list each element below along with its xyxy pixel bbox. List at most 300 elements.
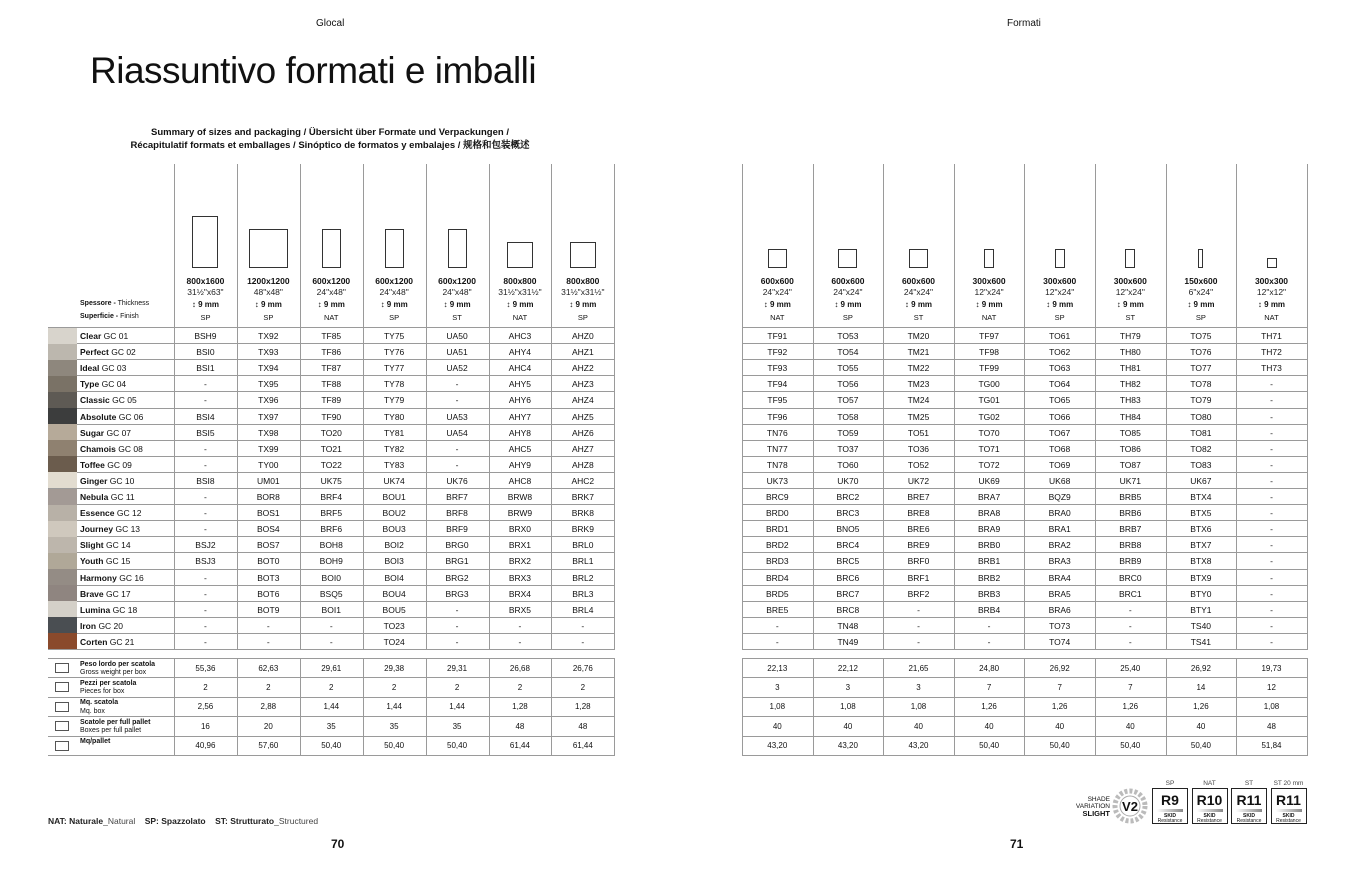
article-code: - [1128, 620, 1132, 631]
color-name-text: Ideal [80, 363, 100, 374]
packaging-value: 40 [984, 721, 994, 731]
resistance-label: Resistance [1276, 818, 1301, 824]
article-code: AHZ0 [571, 331, 594, 341]
article-code: TF90 [321, 411, 342, 422]
packaging-value: 26,92 [1190, 663, 1211, 673]
format-finish: SP [842, 313, 853, 322]
packaging-value: 1,26 [1122, 702, 1139, 712]
skid-resistance-badge [1271, 788, 1307, 824]
shade-variation-label: SHADE VARIATION SLIGHT [1075, 796, 1110, 818]
color-swatch [48, 408, 77, 424]
format-size: 600x600 [831, 276, 865, 286]
article-code: - [1128, 604, 1132, 615]
thickness-value: 9 mm [512, 300, 534, 309]
article-code: BRA7 [977, 492, 1001, 502]
packaging-label-main: Pezzi per scatola [80, 679, 137, 687]
article-code: BRB7 [1119, 524, 1142, 535]
article-code: - [204, 588, 207, 599]
article-code: BOH9 [319, 556, 343, 567]
article-code: TY81 [383, 427, 405, 438]
format-finish: ST [1125, 313, 1136, 322]
article-code: BRW9 [507, 508, 533, 519]
article-code: - [987, 620, 991, 631]
article-code: BRD3 [765, 556, 789, 567]
packaging-value: 48 [515, 721, 525, 731]
badge-finish-label: NAT [1203, 780, 1216, 787]
article-code: - [455, 604, 459, 615]
format-size: 300x300 [1254, 276, 1289, 286]
article-code: - [1270, 572, 1273, 583]
article-code: - [455, 379, 459, 390]
skid-resistance-badge [1231, 788, 1267, 824]
article-code: TH84 [1119, 411, 1141, 422]
article-code: - [1270, 492, 1273, 502]
article-code: BRX3 [508, 572, 532, 583]
packaging-value: 62,63 [258, 663, 279, 673]
article-code: TO57 [837, 395, 859, 406]
article-code: BTY1 [1190, 604, 1212, 615]
skid-label: SKID [1164, 813, 1176, 819]
article-code: TO68 [1049, 443, 1071, 454]
article-code: BRK8 [571, 508, 594, 519]
color-name-text: Nebula [80, 492, 109, 502]
pack-row-divider [48, 658, 614, 659]
article-code: BOI3 [384, 556, 404, 567]
color-name-text: Perfect [80, 347, 109, 358]
article-code: UK73 [766, 475, 788, 486]
format-finish: NAT [512, 313, 528, 322]
article-code: TX96 [258, 395, 279, 406]
article-code: BRA4 [1048, 572, 1071, 583]
color-swatch [48, 424, 77, 440]
thickness-value: 9 mm [261, 300, 282, 309]
packaging-value: 2 [580, 682, 586, 692]
article-code: - [204, 395, 207, 406]
article-code: BOI1 [321, 604, 341, 615]
article-code: UA50 [446, 331, 468, 341]
article-code: TO24 [383, 636, 405, 647]
skid-slope-icon [1236, 809, 1262, 812]
article-code: UK69 [978, 475, 1000, 486]
color-swatch [48, 489, 77, 505]
shade-code: V2 [1122, 799, 1138, 814]
article-code: TG02 [978, 411, 1000, 422]
article-code: BRF4 [320, 492, 343, 502]
packaging-value: 50,40 [1120, 741, 1141, 751]
packaging-label [80, 738, 110, 747]
article-code: BRC2 [836, 492, 860, 502]
article-code: BRB2 [977, 572, 1001, 583]
article-code: AHZ1 [571, 347, 594, 358]
article-code: BRA5 [1048, 588, 1071, 599]
article-code: BOH8 [319, 540, 343, 551]
article-code: BRC7 [836, 588, 860, 599]
article-code: TF95 [767, 395, 788, 406]
article-code: TS41 [1190, 636, 1212, 647]
article-code: TX99 [258, 443, 279, 454]
article-code: TO62 [1049, 347, 1071, 358]
format-finish: SP [200, 313, 211, 322]
color-name [80, 521, 140, 537]
color-name [80, 553, 130, 569]
article-code: TO53 [837, 331, 859, 341]
box-pieces-icon [55, 682, 69, 692]
format-size-inch: 6"x24" [1188, 287, 1214, 297]
color-code: GC 02 [111, 347, 136, 358]
packaging-value: 2 [266, 682, 271, 692]
article-code: BRG0 [445, 540, 469, 551]
color-code: GC 14 [105, 540, 131, 551]
packaging-value: 1,26 [1051, 702, 1068, 712]
packaging-value: 22,12 [837, 663, 858, 673]
format-size-inch: 31½"x31½" [498, 287, 542, 297]
thickness-arrow-icon: ↕ [975, 300, 982, 309]
color-name-text: Lumina [80, 604, 111, 615]
article-code: - [266, 636, 270, 647]
article-code: TO63 [1049, 363, 1071, 374]
article-code: TF88 [321, 379, 342, 390]
article-code: BOS4 [256, 524, 280, 535]
page-title: Riassuntivo formati e imballi [90, 50, 537, 91]
article-code: TO72 [978, 459, 1000, 470]
article-code: BRB5 [1119, 492, 1142, 502]
article-code: AHC5 [508, 443, 532, 454]
packaging-value: 7 [1057, 682, 1062, 692]
format-size-inch: 12"x24" [974, 287, 1004, 297]
format-size-inch: 24"x48" [442, 287, 472, 297]
packaging-value: 22,13 [767, 663, 788, 673]
packaging-value: 35 [452, 721, 462, 731]
packaging-value: 1,44 [386, 702, 402, 712]
thickness-arrow-icon: ↕ [506, 300, 513, 309]
color-name-text: Ginger [80, 475, 108, 486]
color-swatch [48, 617, 77, 633]
color-swatch [48, 569, 77, 585]
color-code: GC 01 [103, 331, 129, 341]
article-code: TO59 [837, 427, 859, 438]
article-code: BOU1 [382, 492, 406, 502]
format-size: 800x800 [566, 276, 600, 286]
article-code: BRL3 [572, 588, 594, 599]
article-code: TO67 [1049, 427, 1071, 438]
format-shape-icon [448, 229, 467, 268]
thickness-arrow-icon: ↕ [1116, 300, 1123, 309]
article-code: TM24 [907, 395, 930, 406]
packaging-label [80, 680, 136, 697]
article-code: TO79 [1190, 395, 1212, 406]
article-code: TG01 [978, 395, 1000, 406]
thickness-value: 9 mm [198, 300, 220, 309]
article-code: BSI0 [196, 347, 215, 358]
article-code: BTY0 [1190, 588, 1212, 599]
article-code: AHZ7 [571, 443, 594, 454]
article-code: TO76 [1190, 347, 1212, 358]
article-code: BOU2 [382, 508, 406, 519]
article-code: BSH9 [194, 331, 217, 341]
article-code: TN78 [766, 459, 788, 470]
article-code: TO60 [837, 459, 859, 470]
article-code: TF93 [767, 363, 788, 374]
article-code: - [917, 604, 920, 615]
article-code: BRA8 [977, 508, 1001, 519]
color-swatch [48, 376, 77, 392]
article-code: BRD1 [765, 524, 789, 535]
thickness-value: 9 mm [386, 300, 408, 309]
packaging-value: 40 [843, 721, 853, 731]
article-code: BRC9 [765, 492, 789, 502]
packaging-value: 3 [775, 682, 780, 692]
article-code: BTX6 [1190, 524, 1212, 535]
thickness-value: 9 mm [1052, 300, 1074, 309]
finish-legend: NAT: Naturale_Natural SP: Spazzolato ST: Strutturato_Structured [48, 816, 319, 826]
format-shape-icon [570, 242, 596, 268]
article-code: BOS7 [256, 540, 280, 551]
article-code: BRA2 [1048, 540, 1071, 551]
packaging-value: 48 [578, 721, 588, 731]
pallet-area-icon [55, 741, 69, 751]
article-code: TG00 [978, 379, 1000, 390]
article-code: BRD5 [765, 588, 789, 599]
thickness-arrow-icon: ↕ [763, 300, 770, 309]
article-code: BRL2 [572, 572, 594, 583]
page-subtitle [110, 126, 550, 152]
article-code: UK74 [383, 475, 405, 486]
format-shape-icon [192, 216, 218, 268]
article-code: TX93 [258, 347, 279, 358]
article-code: BRF0 [907, 556, 930, 567]
format-finish: SP [389, 313, 400, 322]
article-code: BRB1 [977, 556, 1001, 567]
format-finish: NAT [770, 313, 785, 322]
article-code: TM21 [907, 347, 930, 358]
article-code: TF91 [767, 331, 788, 341]
article-code: BSI5 [196, 427, 215, 438]
section-header: Formati [1007, 18, 1041, 29]
color-swatch [48, 537, 77, 553]
color-code: GC 10 [109, 475, 135, 486]
article-code: - [1270, 508, 1273, 519]
article-code: TF87 [321, 363, 342, 374]
article-code: TO69 [1049, 459, 1071, 470]
article-code: BQZ9 [1048, 492, 1071, 502]
format-shape-icon [322, 229, 341, 268]
article-code: TH82 [1119, 379, 1141, 390]
packaging-value: 29,31 [447, 663, 468, 673]
color-swatch [48, 633, 77, 649]
article-code: TM20 [907, 331, 930, 341]
article-code: BRC3 [836, 508, 860, 519]
article-code: BRF6 [320, 524, 343, 535]
packaging-value: 57,60 [258, 741, 279, 751]
format-shape-icon [249, 229, 288, 268]
article-code: TX94 [258, 363, 279, 374]
color-code: GC 20 [98, 620, 124, 631]
article-code: BTX7 [1190, 540, 1212, 551]
article-code: AHY5 [508, 379, 532, 390]
packaging-value: 2,88 [260, 702, 277, 712]
color-name-text: Classic [80, 395, 110, 406]
format-size: 300x600 [972, 276, 1006, 286]
thickness-arrow-icon: ↕ [834, 300, 841, 309]
article-code: - [204, 459, 207, 470]
article-code: AHY7 [508, 411, 532, 422]
article-code: TX98 [258, 427, 279, 438]
skid-label: SKID [1282, 813, 1295, 819]
article-code: UK76 [446, 475, 468, 486]
thickness-value: 9 mm [575, 300, 597, 309]
article-code: BSI8 [196, 475, 215, 486]
color-name [80, 586, 131, 602]
packaging-value: 1,08 [910, 702, 927, 712]
badge-finish-label: ST [1244, 780, 1254, 787]
article-code: - [1270, 604, 1273, 615]
article-code: UM01 [256, 475, 280, 486]
color-name [80, 618, 123, 634]
article-code: BRX4 [508, 588, 532, 599]
article-code: BOS1 [256, 508, 280, 519]
format-size-inch: 24"x24" [903, 287, 934, 297]
color-name [80, 376, 126, 392]
article-code: TF98 [979, 347, 1000, 358]
packaging-value: 50,40 [1049, 741, 1070, 751]
color-code: GC 05 [112, 395, 137, 406]
article-code: - [1270, 636, 1273, 647]
thickness-arrow-icon: ↕ [380, 300, 387, 309]
resistance-label: Resistance [1236, 818, 1262, 824]
packaging-value: 1,08 [840, 702, 856, 712]
article-code: TO64 [1049, 379, 1071, 390]
article-code: BOT9 [257, 604, 280, 615]
thickness-value: 9 mm [911, 300, 933, 309]
color-name-text: Chamois [80, 443, 116, 454]
article-code: - [455, 636, 459, 647]
article-code: BRG2 [445, 572, 469, 583]
article-code: BRD4 [765, 572, 789, 583]
packaging-value: 20 [263, 721, 273, 731]
article-code: AHC2 [571, 475, 595, 486]
article-code: BRA3 [1048, 556, 1071, 567]
skid-rating: R10 [1196, 792, 1223, 808]
box-area-icon [55, 702, 69, 712]
article-code: UA52 [446, 363, 468, 374]
skid-slope-icon [1197, 809, 1223, 812]
article-code: BRE6 [907, 524, 930, 535]
article-code: TO52 [907, 459, 930, 470]
article-code: TY80 [383, 411, 405, 422]
article-code: TY76 [383, 347, 405, 358]
packaging-label-main: Mq/pallet [80, 738, 111, 746]
subtitle-line-1: Summary of sizes and packaging / Übersicht über Formate und Verpackungen / [151, 127, 509, 138]
article-code: - [455, 443, 459, 454]
format-size: 600x600 [901, 276, 936, 286]
thickness-value: 9 mm [981, 300, 1003, 309]
article-code: BRF9 [446, 524, 468, 535]
article-code: - [455, 459, 459, 470]
packaging-value: 3 [916, 682, 921, 692]
color-code: GC 21 [109, 636, 135, 647]
article-code: AHY4 [508, 347, 532, 358]
thickness-arrow-icon: ↕ [1257, 300, 1265, 309]
article-code: - [1270, 475, 1273, 486]
article-code: BRK7 [571, 492, 594, 502]
article-code: TN76 [766, 427, 788, 438]
article-code: TH73 [1261, 363, 1282, 374]
article-code: BTX9 [1190, 572, 1212, 583]
color-code: GC 04 [101, 379, 127, 390]
article-code: - [204, 443, 207, 454]
left-column-divider [614, 164, 615, 650]
article-code: TO22 [320, 459, 342, 470]
color-code: GC 09 [107, 459, 132, 470]
article-code: BOU5 [382, 604, 406, 615]
article-code: BRE7 [907, 492, 930, 502]
color-name-text: Brave [80, 588, 104, 599]
pack-row-divider [48, 736, 614, 737]
article-code: BRD2 [765, 540, 789, 551]
article-code: BRX0 [508, 524, 532, 535]
packaging-label-main: Peso lordo per scatola [80, 660, 156, 668]
article-code: BNO5 [836, 524, 860, 535]
color-code: GC 07 [106, 427, 132, 438]
article-code: BRE9 [907, 540, 930, 551]
article-code: TF89 [321, 395, 342, 406]
article-code: BRE8 [907, 508, 930, 519]
format-size-inch: 31½"x31½" [561, 287, 605, 297]
packaging-value: 40 [914, 721, 923, 731]
article-code: BRA9 [977, 524, 1001, 535]
article-code: TO78 [1190, 379, 1212, 390]
thickness-value: 9 mm [1264, 300, 1286, 309]
article-code: BRG1 [445, 556, 469, 567]
packaging-value: 1,26 [981, 702, 997, 712]
article-code: - [1270, 524, 1273, 535]
format-size-inch: 31½"x63" [187, 287, 224, 297]
article-code: TO61 [1049, 331, 1071, 341]
article-code: - [204, 492, 207, 502]
article-code: TF92 [767, 347, 788, 358]
article-code: AHZ4 [571, 395, 594, 406]
article-code: TN77 [766, 443, 788, 454]
article-code: TF97 [979, 331, 1000, 341]
article-code: UK71 [1119, 475, 1141, 486]
thickness-value: 9 mm [1122, 300, 1144, 309]
skid-label: SKID [1203, 813, 1216, 819]
article-code: - [1270, 395, 1273, 406]
color-swatch [48, 392, 77, 408]
article-code: TO80 [1190, 411, 1212, 422]
packaging-value: 29,61 [321, 663, 342, 673]
brand-header: Glocal [316, 18, 345, 29]
packaging-label-sub: Gross weight per box [80, 669, 147, 676]
article-code: - [455, 620, 459, 631]
article-code: AHZ3 [571, 379, 594, 390]
article-code: TO66 [1049, 411, 1071, 422]
article-code: BRE5 [766, 604, 789, 615]
color-name-text: Corten [80, 636, 108, 647]
packaging-value: 29,38 [384, 663, 405, 673]
color-name-text: Youth [80, 556, 104, 567]
article-code: TO81 [1190, 427, 1212, 438]
article-code: BRX5 [508, 604, 532, 615]
thickness-arrow-icon: ↕ [443, 300, 450, 309]
packaging-value: 50,40 [979, 741, 1000, 751]
article-code: AHC8 [508, 475, 532, 486]
article-code: BOI0 [321, 572, 341, 583]
article-code: TY82 [383, 443, 405, 454]
article-code: TO83 [1190, 459, 1212, 470]
packaging-value: 25,40 [1120, 663, 1141, 673]
packaging-value: 26,92 [1049, 663, 1070, 673]
